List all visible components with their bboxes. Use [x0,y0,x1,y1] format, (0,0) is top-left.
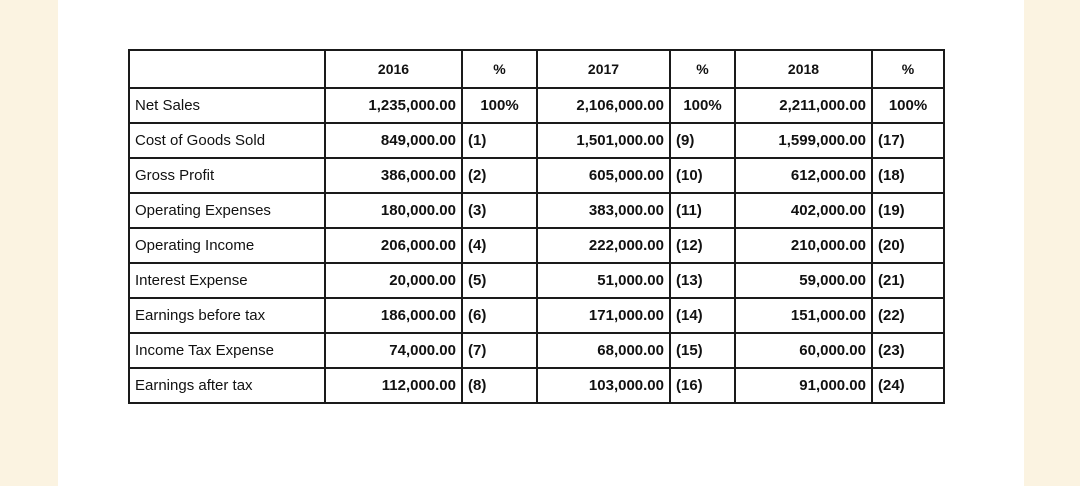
table-row [129,158,944,193]
percent-2018: (17) [872,123,944,158]
percent-2018: (20) [872,228,944,263]
percent-2018: (22) [872,298,944,333]
percent-2017: (9) [670,123,735,158]
value-2018: 91,000.00 [735,368,872,403]
row-label: Operating Expenses [129,193,325,228]
header-2017-percent: % [670,50,735,88]
percent-2018: (18) [872,158,944,193]
row-label: Income Tax Expense [129,333,325,368]
value-2017: 103,000.00 [537,368,670,403]
percent-2017: (15) [670,333,735,368]
table-row [129,228,944,263]
value-2018: 612,000.00 [735,158,872,193]
percent-2017: (13) [670,263,735,298]
percent-2018: (19) [872,193,944,228]
value-2016: 186,000.00 [325,298,462,333]
table-row [129,298,944,333]
value-2017: 51,000.00 [537,263,670,298]
table-row [129,368,944,403]
row-label: Earnings after tax [129,368,325,403]
header-label-cell [129,50,325,88]
value-2017: 68,000.00 [537,333,670,368]
value-2017: 2,106,000.00 [537,88,670,123]
percent-2017: (12) [670,228,735,263]
percent-2017: (11) [670,193,735,228]
value-2018: 2,211,000.00 [735,88,872,123]
header-2016: 2016 [325,50,462,88]
value-2016: 849,000.00 [325,123,462,158]
percent-2016: (5) [462,263,537,298]
table-row [129,123,944,158]
percent-2018: (21) [872,263,944,298]
percent-2018: (24) [872,368,944,403]
percent-2017: 100% [670,88,735,123]
percent-2016: (1) [462,123,537,158]
value-2016: 206,000.00 [325,228,462,263]
value-2018: 402,000.00 [735,193,872,228]
header-row [129,50,944,88]
percent-2016: (4) [462,228,537,263]
value-2018: 151,000.00 [735,298,872,333]
row-label: Cost of Goods Sold [129,123,325,158]
row-label: Gross Profit [129,158,325,193]
table-row [129,193,944,228]
header-2016-percent: % [462,50,537,88]
table-row [129,333,944,368]
value-2017: 171,000.00 [537,298,670,333]
percent-2017: (10) [670,158,735,193]
percent-2016: (3) [462,193,537,228]
percent-2016: (8) [462,368,537,403]
value-2017: 1,501,000.00 [537,123,670,158]
percent-2016: (7) [462,333,537,368]
header-2018: 2018 [735,50,872,88]
percent-2018: 100% [872,88,944,123]
header-2017: 2017 [537,50,670,88]
percent-2016: (6) [462,298,537,333]
percent-2017: (16) [670,368,735,403]
value-2018: 59,000.00 [735,263,872,298]
row-label: Net Sales [129,88,325,123]
value-2018: 1,599,000.00 [735,123,872,158]
table-row [129,88,944,123]
value-2016: 74,000.00 [325,333,462,368]
header-2018-percent: % [872,50,944,88]
percent-2017: (14) [670,298,735,333]
value-2016: 1,235,000.00 [325,88,462,123]
table-row [129,263,944,298]
row-label: Interest Expense [129,263,325,298]
value-2016: 20,000.00 [325,263,462,298]
value-2016: 180,000.00 [325,193,462,228]
value-2017: 222,000.00 [537,228,670,263]
row-label: Operating Income [129,228,325,263]
value-2017: 605,000.00 [537,158,670,193]
row-label: Earnings before tax [129,298,325,333]
value-2017: 383,000.00 [537,193,670,228]
value-2016: 112,000.00 [325,368,462,403]
value-2018: 210,000.00 [735,228,872,263]
income-statement-table [128,49,945,404]
percent-2016: 100% [462,88,537,123]
value-2016: 386,000.00 [325,158,462,193]
percent-2018: (23) [872,333,944,368]
percent-2016: (2) [462,158,537,193]
value-2018: 60,000.00 [735,333,872,368]
